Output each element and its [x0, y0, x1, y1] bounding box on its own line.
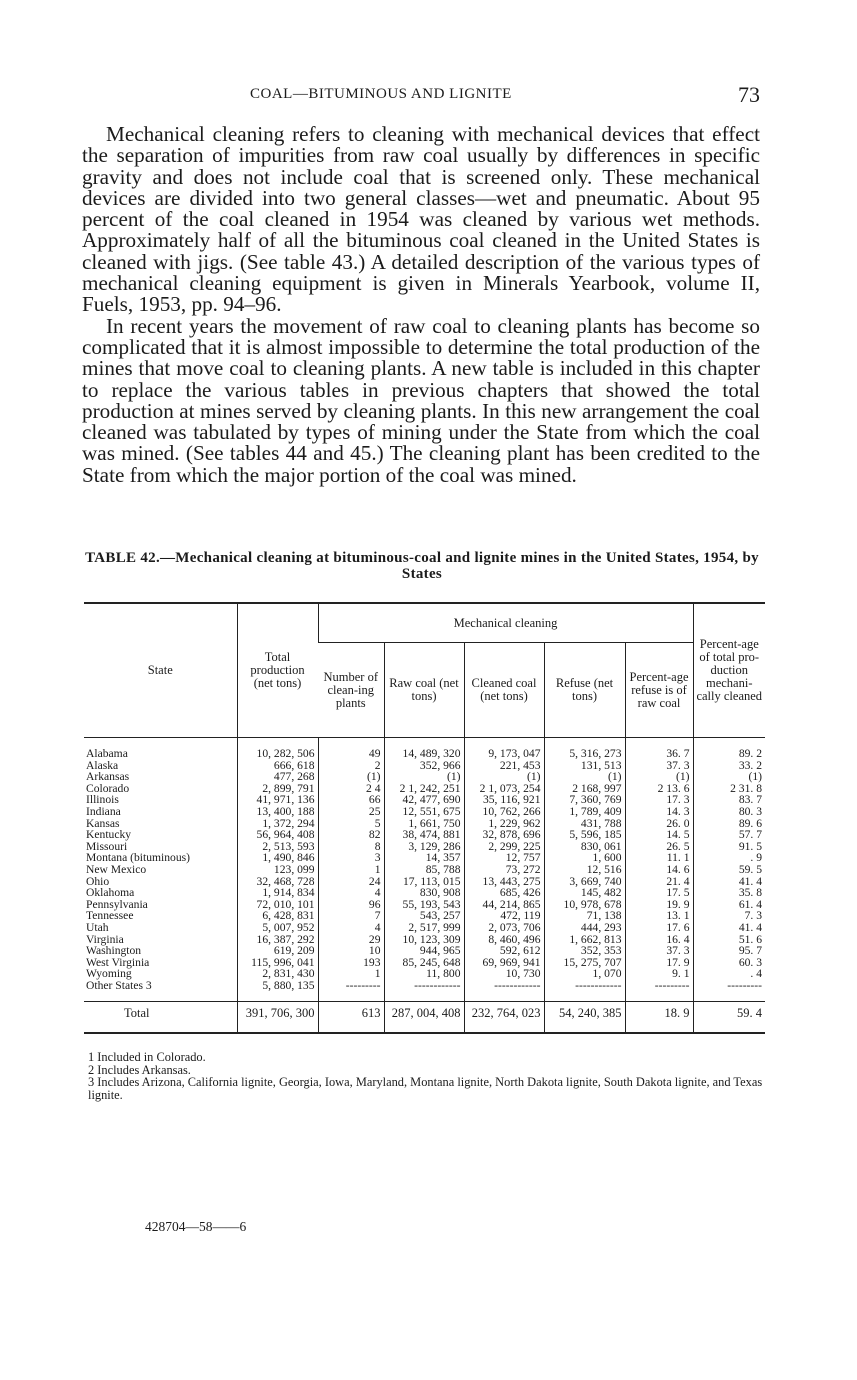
- cell-pct-refuse: (1): [625, 771, 693, 783]
- cell-state: Missouri: [86, 839, 128, 853]
- cell-state: Ohio: [86, 874, 110, 888]
- cell-total: 1, 490, 846: [237, 852, 318, 864]
- cell-cleaned: 2 1, 073, 254: [464, 783, 544, 795]
- cell-refuse: ------------: [544, 980, 625, 992]
- table-row: [84, 760, 765, 772]
- cell-total: 13, 400, 188: [237, 806, 318, 818]
- cell-total: 2, 899, 791: [237, 783, 318, 795]
- cell-total: 2, 831, 430: [237, 968, 318, 980]
- cell-raw: 352, 966: [384, 760, 464, 772]
- cell-refuse: 1, 070: [544, 968, 625, 980]
- cell-raw: 830, 908: [384, 887, 464, 899]
- cell-state: Kentucky: [86, 828, 132, 842]
- cell-refuse: 5, 596, 185: [544, 829, 625, 841]
- cell-raw: 17, 113, 015: [384, 876, 464, 888]
- cell-plants: 2 4: [318, 783, 384, 795]
- cell-total: 2, 513, 593: [237, 841, 318, 853]
- cell-pct-total: 33. 2: [693, 760, 765, 772]
- footnote: 2 Includes Arkansas.: [88, 1062, 191, 1077]
- cell-pct-refuse: 13. 1: [625, 910, 693, 922]
- page-number: 73: [738, 82, 760, 107]
- cell-pct-refuse: 26. 0: [625, 818, 693, 830]
- cell-pct-refuse: 11. 1: [625, 852, 693, 864]
- cell-pct-refuse: 16. 4: [625, 934, 693, 946]
- cell-state: Virginia: [86, 932, 124, 946]
- cell-total: 10, 282, 506: [237, 748, 318, 760]
- cell-pct-refuse: 17. 3: [625, 794, 693, 806]
- cell-total: 391, 706, 300: [237, 1002, 318, 1033]
- cell-total: 1, 914, 834: [237, 887, 318, 899]
- cell-pct-refuse: ---------: [625, 980, 693, 992]
- cell-refuse: 1, 600: [544, 852, 625, 864]
- cell-cleaned: 472, 119: [464, 910, 544, 922]
- cell-pct-total: 91. 5: [693, 841, 765, 853]
- cell-raw: 14, 489, 320: [384, 748, 464, 760]
- cell-plants: 29: [318, 934, 384, 946]
- cell-total: 5, 007, 952: [237, 922, 318, 934]
- cell-total: 619, 209: [237, 945, 318, 957]
- table-row: [84, 806, 765, 818]
- cell-cleaned: 232, 764, 023: [464, 1002, 544, 1033]
- cell-raw: ------------: [384, 980, 464, 992]
- table-row: [84, 852, 765, 864]
- cell-refuse: 1, 662, 813: [544, 934, 625, 946]
- table-row: [84, 945, 765, 957]
- cell-pct-total: 89. 6: [693, 818, 765, 830]
- cell-state: Colorado: [86, 781, 130, 795]
- cell-pct-total: 95. 7: [693, 945, 765, 957]
- cell-pct-refuse: 9. 1: [625, 968, 693, 980]
- cell-plants: 3: [318, 852, 384, 864]
- cell-cleaned: 69, 969, 941: [464, 957, 544, 969]
- cell-pct-total: 83. 7: [693, 794, 765, 806]
- table-row: [84, 922, 765, 934]
- cell-state: Illinois: [86, 793, 119, 807]
- cell-pct-refuse: 14. 3: [625, 806, 693, 818]
- cell-cleaned: 13, 443, 275: [464, 876, 544, 888]
- cell-plants: 25: [318, 806, 384, 818]
- cell-total: 41, 971, 136: [237, 794, 318, 806]
- cell-raw: 543, 257: [384, 910, 464, 922]
- cell-pct-refuse: 21. 4: [625, 876, 693, 888]
- cell-total: 16, 387, 292: [237, 934, 318, 946]
- cell-plants: 10: [318, 945, 384, 957]
- cell-total: 1, 372, 294: [237, 818, 318, 830]
- cell-pct-refuse: 2 13. 6: [625, 783, 693, 795]
- cell-pct-total: . 4: [693, 968, 765, 980]
- cell-refuse: 12, 516: [544, 864, 625, 876]
- header-pct-refuse: Percent-age refuse is of raw coal: [625, 643, 693, 738]
- cell-refuse: 131, 513: [544, 760, 625, 772]
- header-total-production: Total production (net tons): [237, 603, 318, 738]
- body-text: [82, 124, 760, 486]
- cell-pct-total: 51. 6: [693, 934, 765, 946]
- cell-plants: 7: [318, 910, 384, 922]
- cell-pct-total: 41. 4: [693, 876, 765, 888]
- cell-refuse: 431, 788: [544, 818, 625, 830]
- table-body: [84, 738, 765, 1034]
- cell-cleaned: 2, 073, 706: [464, 922, 544, 934]
- cell-total: 56, 964, 408: [237, 829, 318, 841]
- cell-refuse: 444, 293: [544, 922, 625, 934]
- cell-refuse: 1, 789, 409: [544, 806, 625, 818]
- cell-pct-total: 7. 3: [693, 910, 765, 922]
- cell-cleaned: 685, 426: [464, 887, 544, 899]
- cell-raw: 38, 474, 881: [384, 829, 464, 841]
- cell-pct-total: 89. 2: [693, 748, 765, 760]
- total-row: [84, 1002, 765, 1033]
- cell-plants: 8: [318, 841, 384, 853]
- cell-pct-refuse: 37. 3: [625, 945, 693, 957]
- cell-state: Alaska: [86, 758, 119, 772]
- cell-cleaned: (1): [464, 771, 544, 783]
- cell-pct-refuse: 18. 9: [625, 1002, 693, 1033]
- cell-cleaned: 8, 460, 496: [464, 934, 544, 946]
- cell-cleaned: ------------: [464, 980, 544, 992]
- cell-total: 6, 428, 831: [237, 910, 318, 922]
- table-row: [84, 748, 765, 760]
- cell-cleaned: 35, 116, 921: [464, 794, 544, 806]
- cell-refuse: 54, 240, 385: [544, 1002, 625, 1033]
- header-pct-total: Percent-age of total pro-duction mechani-cally cleaned: [693, 603, 765, 738]
- cell-total: 123, 099: [237, 864, 318, 876]
- footnote: 3 Includes Arizona, California lignite, Georgia, Iowa, Maryland, Montana lignite, North Dakota lignite, South Dakota lignite, and Texas lignite.: [88, 1075, 763, 1102]
- table-container: [84, 602, 765, 1034]
- cell-state: New Mexico: [86, 862, 147, 876]
- cell-raw: 2, 517, 999: [384, 922, 464, 934]
- cell-plants: ---------: [318, 980, 384, 992]
- cell-pct-total: (1): [693, 771, 765, 783]
- footnotes: [88, 1051, 768, 1101]
- cell-pct-total: . 9: [693, 852, 765, 864]
- page-header: [60, 82, 760, 112]
- cell-pct-total: 61. 4: [693, 899, 765, 911]
- cell-pct-refuse: 26. 5: [625, 841, 693, 853]
- cell-pct-total: 60. 3: [693, 957, 765, 969]
- cell-total: 666, 618: [237, 760, 318, 772]
- cell-plants: 82: [318, 829, 384, 841]
- cell-cleaned: 2, 299, 225: [464, 841, 544, 853]
- paragraph: Mechanical cleaning refers to cleaning with mechanical devices that effect the separation of impurities from raw coal usually by differences in specific gravity and does not include coal that is screened only. These mechanical devices are divided into two general classes—wet and pneumatic. About 95 percent of the coal cleaned in 1954 was cleaned by various wet methods. Approximately half of all the bituminous coal cleaned in the United States is cleaned with jigs. (See table 43.) A detailed description of the various types of mechanical cleaning equipment is given in Minerals Yearbook, volume II, Fuels, 1953, pp. 94–96.: [82, 122, 760, 317]
- cell-refuse: (1): [544, 771, 625, 783]
- footnote: 1 Included in Colorado.: [88, 1050, 206, 1064]
- cell-plants: 613: [318, 1002, 384, 1033]
- cell-plants: (1): [318, 771, 384, 783]
- cell-pct-total: 57. 7: [693, 829, 765, 841]
- cell-state: Total: [84, 1002, 237, 1033]
- cell-total: 72, 010, 101: [237, 899, 318, 911]
- header-state: State: [84, 603, 237, 738]
- cell-refuse: 71, 138: [544, 910, 625, 922]
- cell-pct-refuse: 19. 9: [625, 899, 693, 911]
- cell-refuse: 5, 316, 273: [544, 748, 625, 760]
- cell-pct-total: 59. 4: [693, 1002, 765, 1033]
- cell-raw: 12, 551, 675: [384, 806, 464, 818]
- cell-state: Wyoming: [86, 967, 132, 981]
- cell-cleaned: 10, 762, 266: [464, 806, 544, 818]
- cell-plants: 96: [318, 899, 384, 911]
- cell-plants: 4: [318, 922, 384, 934]
- cell-refuse: 2 168, 997: [544, 783, 625, 795]
- cell-pct-total: 59. 5: [693, 864, 765, 876]
- cell-plants: 49: [318, 748, 384, 760]
- cell-state: Other States 3: [86, 978, 152, 992]
- running-title: COAL—BITUMINOUS AND LIGNITE: [250, 86, 512, 102]
- cell-cleaned: 592, 612: [464, 945, 544, 957]
- cell-plants: 4: [318, 887, 384, 899]
- cell-pct-refuse: 14. 5: [625, 829, 693, 841]
- cell-state: Alabama: [86, 747, 128, 760]
- header-raw-coal: Raw coal (net tons): [384, 643, 464, 738]
- cell-state: Tennessee: [86, 909, 134, 923]
- cell-state: Utah: [86, 920, 109, 934]
- cell-cleaned: 1, 229, 962: [464, 818, 544, 830]
- cell-raw: 85, 788: [384, 864, 464, 876]
- cell-raw: 1, 661, 750: [384, 818, 464, 830]
- cell-pct-total: 35. 8: [693, 887, 765, 899]
- cell-raw: 55, 193, 543: [384, 899, 464, 911]
- cell-refuse: 145, 482: [544, 887, 625, 899]
- cell-total: 32, 468, 728: [237, 876, 318, 888]
- cell-refuse: 830, 061: [544, 841, 625, 853]
- header-cleaned-coal: Cleaned coal (net tons): [464, 643, 544, 738]
- cell-plants: 1: [318, 968, 384, 980]
- cell-pct-refuse: 14. 6: [625, 864, 693, 876]
- cell-state: Indiana: [86, 804, 121, 818]
- cell-plants: 2: [318, 760, 384, 772]
- cell-total: 477, 268: [237, 771, 318, 783]
- cell-pct-total: 41. 4: [693, 922, 765, 934]
- cell-raw: (1): [384, 771, 464, 783]
- cell-plants: 1: [318, 864, 384, 876]
- cell-cleaned: 32, 878, 696: [464, 829, 544, 841]
- cell-refuse: 10, 978, 678: [544, 899, 625, 911]
- cell-pct-refuse: 37. 3: [625, 760, 693, 772]
- cell-pct-refuse: 17. 9: [625, 957, 693, 969]
- cell-plants: 24: [318, 876, 384, 888]
- cell-raw: 944, 965: [384, 945, 464, 957]
- cell-state: Kansas: [86, 816, 120, 830]
- header-refuse: Refuse (net tons): [544, 643, 625, 738]
- cell-cleaned: 9, 173, 047: [464, 748, 544, 760]
- cell-raw: 85, 245, 648: [384, 957, 464, 969]
- cell-pct-total: 80. 3: [693, 806, 765, 818]
- table-row: [84, 957, 765, 969]
- cell-state: Arkansas: [86, 770, 130, 784]
- cell-pct-refuse: 36. 7: [625, 748, 693, 760]
- cell-pct-total: 2 31. 8: [693, 783, 765, 795]
- cell-pct-total: ---------: [693, 980, 765, 992]
- cell-raw: 14, 357: [384, 852, 464, 864]
- cell-cleaned: 221, 453: [464, 760, 544, 772]
- cell-refuse: 15, 275, 707: [544, 957, 625, 969]
- cell-total: 115, 996, 041: [237, 957, 318, 969]
- cell-raw: 10, 123, 309: [384, 934, 464, 946]
- cell-refuse: 352, 353: [544, 945, 625, 957]
- table-row: [84, 829, 765, 841]
- cell-cleaned: 12, 757: [464, 852, 544, 864]
- cell-state: West Virginia: [86, 955, 150, 969]
- imprint: 428704—58——6: [145, 1219, 247, 1234]
- table-row: [84, 887, 765, 899]
- table-row: [84, 980, 765, 992]
- cell-cleaned: 73, 272: [464, 864, 544, 876]
- cell-raw: 42, 477, 690: [384, 794, 464, 806]
- table-row: [84, 864, 765, 876]
- cell-state: Pennsylvania: [86, 897, 148, 911]
- cell-raw: 287, 004, 408: [384, 1002, 464, 1033]
- cell-cleaned: 44, 214, 865: [464, 899, 544, 911]
- paragraph: In recent years the movement of raw coal to cleaning plants has become so complicated that it is almost impossible to determine the total production of the mines that move coal to cleaning plants. A new table is included in this chapter to replace the various tables in previous chapters that showed the total production at mines served by cleaning plants. In this new arrangement the coal cleaned was tabulated by types of mining under the State from which the coal was mined. (See tables 44 and 45.) The cleaning plant has been credited to the State from which the major portion of the coal was mined.: [82, 313, 760, 487]
- cell-refuse: 3, 669, 740: [544, 876, 625, 888]
- table-caption: TABLE 42.—Mechanical cleaning at bituminous-coal and lignite mines in the United States, 1954, by States: [85, 550, 759, 582]
- header-mechanical-cleaning: Mechanical cleaning: [318, 603, 693, 643]
- cell-raw: 2 1, 242, 251: [384, 783, 464, 795]
- cell-total: 5, 880, 135: [237, 980, 318, 992]
- cell-raw: 11, 800: [384, 968, 464, 980]
- cell-cleaned: 10, 730: [464, 968, 544, 980]
- cell-refuse: 7, 360, 769: [544, 794, 625, 806]
- cell-raw: 3, 129, 286: [384, 841, 464, 853]
- cell-plants: 193: [318, 957, 384, 969]
- cell-pct-refuse: 17. 6: [625, 922, 693, 934]
- cell-state: Oklahoma: [86, 886, 135, 900]
- cell-state: Washington: [86, 944, 142, 958]
- data-table: [84, 602, 765, 1034]
- cell-plants: 66: [318, 794, 384, 806]
- cell-plants: 5: [318, 818, 384, 830]
- cell-state: Montana (bituminous): [86, 851, 191, 865]
- cell-pct-refuse: 17. 5: [625, 887, 693, 899]
- header-number-plants: Number of clean-ing plants: [318, 643, 384, 738]
